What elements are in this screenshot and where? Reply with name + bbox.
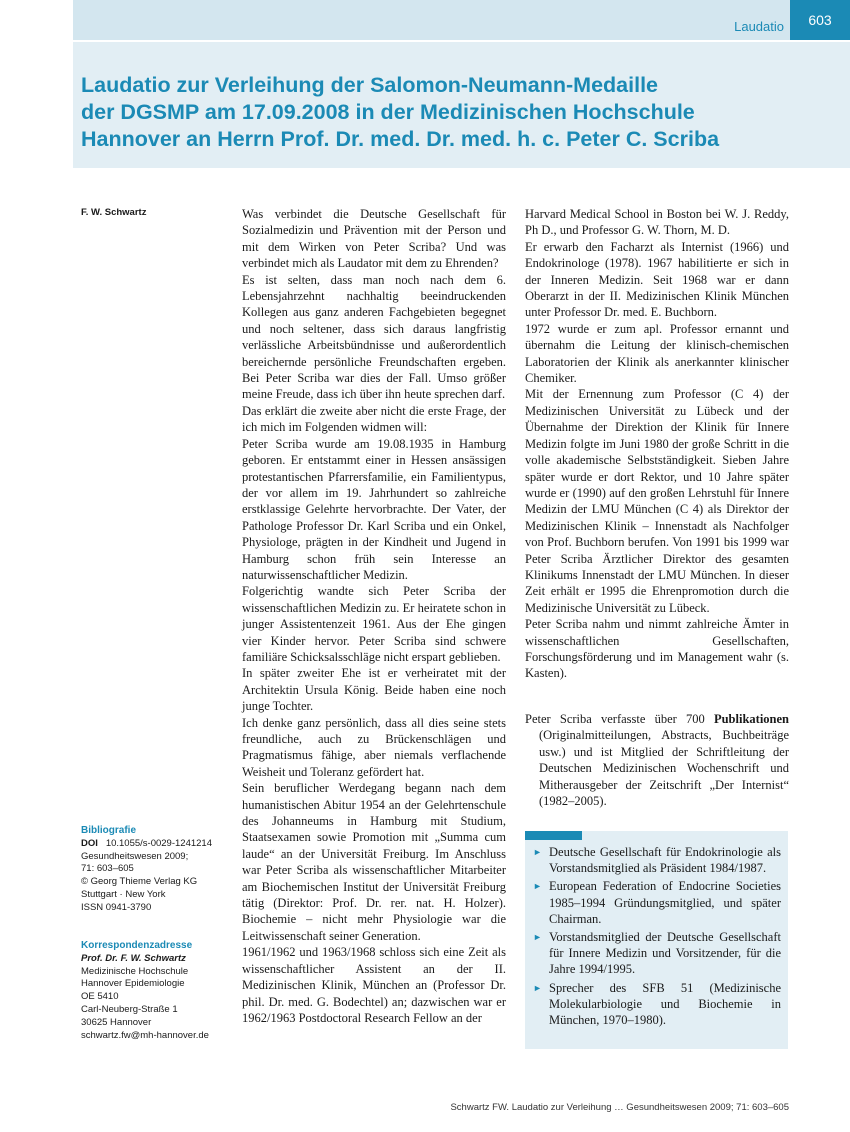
address-line: OE 5410 (81, 991, 119, 1003)
section-label: Laudatio (734, 19, 784, 34)
title-line: der DGSMP am 17.09.2008 in der Medizinischen Hochschule (81, 100, 695, 124)
paragraph: Sein beruflicher Werdegang begann nach dem humanistischen Abitur 1954 an der Gelehrtenschule des Johanneums in Hamburg mit Studium, Staatsexamen sowie Promotion mit „Summa cum laude“ an der Universität Freiburg. Im Anschluss war Peter Scriba als wissenschaftlicher Mitarbeiter am Biochemischen Institut der Universität Freiburg tätig (Direktor: Prof. Dr. rer. nat. H. Holzer). Biochemie – nicht mehr Physiologie war die Leitwissenschaft seiner Generation. (242, 781, 506, 943)
correspondence-heading: Korrespondenzadresse (81, 940, 193, 951)
triangle-bullet-icon: ► (533, 982, 542, 993)
paragraph: 1961/1962 und 1963/1968 schloss sich eine Zeit als wissenschaftlicher Assistent an der II. Medizinischen Klinik, München an (Professor Dr. phil. Dr. med. G. Bodechtel) an; dazwischen war er 1962/1963 Postdoctoral Research Fellow an der (242, 945, 506, 1025)
list-item-text: Vorstandsmitglied der Deutsche Gesellschaft für Innere Medizin und Vorsitzender, für die Jahre 1994/1995. (549, 930, 781, 977)
list-item-text: Deutsche Gesellschaft für Endokrinologie als Vorstandsmitglied als Präsident 1984/1987. (549, 845, 781, 876)
title-line: Laudatio zur Verleihung der Salomon-Neumann-Medaille (81, 73, 658, 97)
list-item-text: European Federation of Endocrine Societies 1985–1994 Gründungsmitglied, und später Chairman. (549, 879, 781, 926)
bibliography-line: 71: 603–605 (81, 863, 134, 875)
bibliography-block (81, 825, 231, 915)
offices-list (533, 844, 781, 1030)
paragraph: Mit der Ernennung zum Professor (C 4) der Medizinischen Universität zu Lübeck und der Übernahme der Direktion der Klinik für Innere Medizin folgte im Juni 1980 der große Schritt in die volle akademische Selbstständigkeit. Sieben Jahre später wurde er dort Rektor, und 10 Jahre später wurde er (1990) auf den großen Lehrstuhl für Innere Medizin der LMU München (C 4) als Direktor der Medizinischen Klinik – Innenstadt als Nachfolger von Prof. Buchborn berufen. Von 1991 bis 1999 war Peter Scriba Ärztlicher Direktor des gesamten Klinikums Innenstadt der LMU München. In dieser Zeit erhält er 1995 die Ehrenpromotion durch die Medizinische Universität zu Lübeck. (525, 387, 789, 615)
box-tab (525, 831, 582, 840)
paragraph: In später zweiter Ehe ist er verheiratet mit der Architektin Ursula König. Beide haben eine noch junge Tochter. (242, 666, 506, 714)
list-item (533, 878, 781, 927)
paragraph: Peter Scriba nahm und nimmt zahlreiche Ämter in wissenschaftlichen Gesellschaften, Forschungsförderung und im Management wahr (s. Kasten). (525, 617, 789, 681)
bibliography-line: ISSN 0941-3790 (81, 901, 152, 913)
correspondence-name: Prof. Dr. F. W. Schwartz (81, 952, 186, 964)
correspondence-block (81, 940, 231, 1042)
article-title (81, 72, 841, 153)
doi-line (81, 838, 231, 851)
paragraph: Ich denke ganz persönlich, dass all dies seine stets freundliche, auch zu Brückenschlägen und Pragmatismus fähige, aber niemals verflachende Weisheit und Toleranz gefördert hat. (242, 715, 506, 779)
bibliography-line: Stuttgart · New York (81, 888, 166, 900)
address-line: 30625 Hannover (81, 1016, 152, 1028)
paragraph: Das erklärt die zweite aber nicht die erste Frage, der ich mich im Folgenden widmen will: (242, 403, 506, 435)
paragraph: Folgerichtig wandte sich Peter Scriba der wissenschaftlichen Medizin zu. Er heiratete schon in junger Assistentenzeit 1961. Aus der Ehe gingen vier Kinder hervor. Peter Scriba sind schwere familiäre Schicksalsschläge nicht erspart geblieben. (242, 584, 506, 664)
address-line: Medizinische Hochschule (81, 965, 189, 977)
list-item (533, 980, 781, 1029)
list-item (533, 844, 781, 876)
paragraph: 1972 wurde er zum apl. Professor ernannt und übernahm die Leitung der klinisch-chemischen Laboratorien der Klinik als anerkannter klinischer Chemiker. (525, 321, 789, 386)
publications-keyword: Publikationen (713, 712, 789, 726)
bibliography-heading: Bibliografie (81, 825, 137, 836)
publications-paragraph (525, 711, 789, 809)
triangle-bullet-icon: ► (533, 847, 542, 857)
page-footer: Schwartz FW. Laudatio zur Verleihung … Gesundheitswesen 2009; 71: 603–605 (450, 1102, 789, 1113)
address-line: Hannover Epidemiologie (81, 978, 185, 990)
paragraph: Peter Scriba wurde am 19.08.1935 in Hamburg geboren. Er entstammt einer in Hessen ansässigen protestantischen Pfarrersfamilie, ein Familientypus, der vor allem im 19. Jahrhundert so zahlreiche erstklassige Gelehrte hervorbrachte. Der Vater, der Pathologe Professor Dr. Karl Scriba und ein Onkel, Physiologe, prägten in der Kindheit und Jugend in Hamburg schon früh sein Interesse an naturwissenschaftlicher Medizin. (242, 436, 506, 582)
address-line: Carl-Neuberg-Straße 1 (81, 1003, 178, 1015)
triangle-bullet-icon: ► (533, 881, 542, 892)
author-name: F. W. Schwartz (81, 207, 147, 218)
triangle-bullet-icon: ► (533, 932, 542, 943)
list-item-text: Sprecher des SFB 51 (Medizinische Molekularbiologie und Biochemie in München, 1970–1980). (549, 980, 781, 1028)
email-link[interactable]: schwartz.fw@mh-hannover.de (81, 1029, 209, 1041)
bibliography-line: © Georg Thieme Verlag KG (81, 876, 198, 888)
publications-intro: Peter Scriba verfasste über 700 (525, 712, 714, 726)
body-column-2 (525, 206, 789, 682)
body-column-1 (242, 206, 506, 1026)
paragraph: Er erwarb den Facharzt als Internist (1966) und Endokrinologe (1978). 1967 habilitierte er sich in der Inneren Medizin. Seit 1968 war er dann Oberarzt in der II. Medizinischen Klinik München unter Professor Dr. med. E. Buchborn. (525, 239, 789, 320)
doi-label: DOI (81, 837, 98, 849)
paragraph: Harvard Medical School in Boston bei W. J. Reddy, Ph D., und Professor G. W. Thorn, M. D. (525, 207, 789, 238)
header-bar (73, 0, 850, 40)
list-item (533, 929, 781, 978)
publications-rest: (Originalmitteilungen, Abstracts, Buchbeiträge usw.) und ist Mitglied der Schriftleitung der Deutschen Medizinischen Wochenschrift und Mitherausgeber der Zeitschrift „Der Internist“ (1982–2005). (539, 728, 789, 809)
offices-box (525, 831, 788, 1049)
page-number: 603 (790, 0, 850, 40)
paragraph: Was verbindet die Deutsche Gesellschaft für Sozialmedizin und Prävention mit der Person und mit dem Wirken von Peter Scriba? Und was verbindet mich als Laudator mit dem zu Ehrenden? (242, 207, 506, 271)
doi-value[interactable]: 10.1055/s-0029-1241214 (105, 837, 212, 849)
title-line: Hannover an Herrn Prof. Dr. med. Dr. med. h. c. Peter C. Scriba (81, 127, 720, 151)
bibliography-line: Gesundheitswesen 2009; (81, 850, 189, 862)
paragraph: Es ist selten, dass man noch nach dem 6. Lebensjahrzehnt nachhaltig beeindruckenden Kollegen aus ganz anderen Fachgebieten begegnet und noch seltener, dass sich daraus langfristig verlässliche Arbeitsbündnisse und außerordentlich bereichernde persönliche Freundschaften ergeben. Bei Peter Scriba war dies der Fall. Umso größer meine Freude, dass ich über ihn heute sprechen darf. (242, 272, 506, 402)
